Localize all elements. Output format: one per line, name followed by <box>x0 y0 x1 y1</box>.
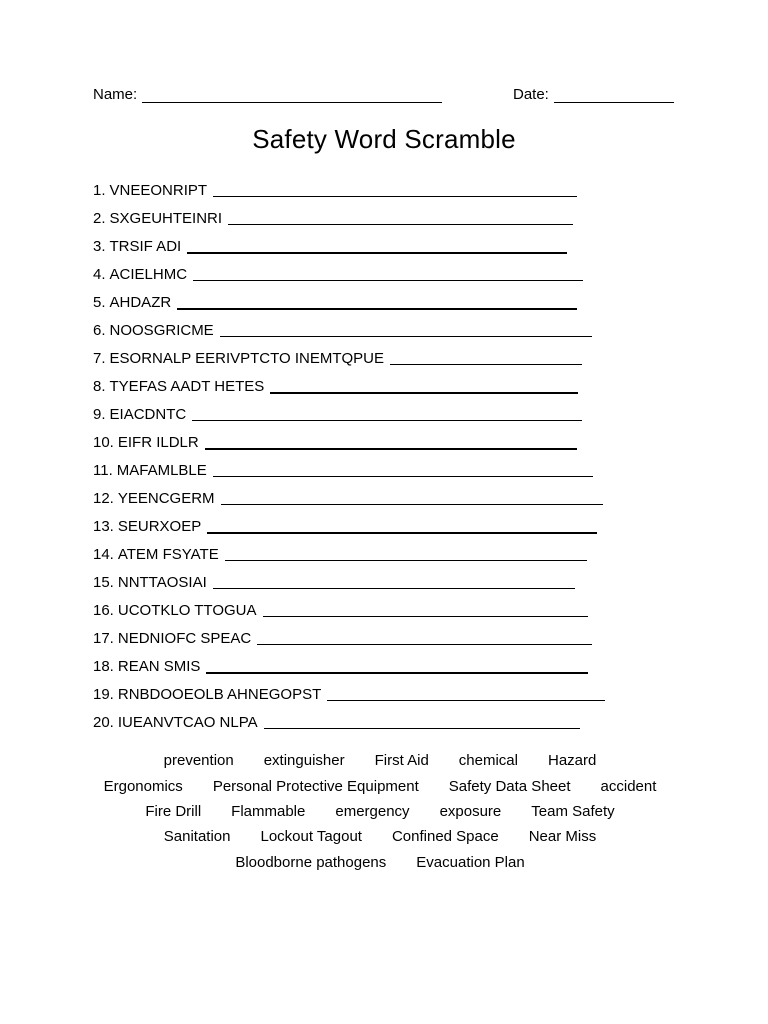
question-number: 6. <box>93 321 106 339</box>
answer-line[interactable] <box>206 657 588 674</box>
answer-line[interactable] <box>213 573 575 589</box>
answer-line[interactable] <box>228 209 573 225</box>
scrambled-word: VNEEONRIPT <box>109 181 208 199</box>
answer-line[interactable] <box>177 293 577 310</box>
question-number: 9. <box>93 405 106 423</box>
scrambled-word: TYEFAS AADT HETES <box>109 377 265 395</box>
question-item <box>93 204 605 232</box>
word-bank-word: exposure <box>439 802 502 820</box>
question-number: 18. <box>93 657 114 675</box>
question-number: 13. <box>93 517 114 535</box>
page-title: Safety Word Scramble <box>252 124 516 154</box>
scrambled-word: RNBDOOEOLB AHNEGOPST <box>117 685 322 703</box>
question-number: 20. <box>93 713 114 731</box>
question-list <box>93 176 605 736</box>
answer-line[interactable] <box>220 321 592 337</box>
question-item <box>93 568 605 596</box>
question-item <box>93 680 605 708</box>
scrambled-word: EIFR ILDLR <box>117 433 199 451</box>
question-item <box>93 484 605 512</box>
word-bank-word: Ergonomics <box>103 777 183 795</box>
answer-line[interactable] <box>390 349 582 365</box>
answer-line[interactable] <box>270 377 578 394</box>
scrambled-word: REAN SMIS <box>117 657 201 675</box>
question-item <box>93 176 605 204</box>
question-item <box>93 512 605 540</box>
answer-line[interactable] <box>187 237 567 254</box>
question-item <box>93 652 605 680</box>
word-bank-row <box>80 824 680 849</box>
answer-line[interactable] <box>263 601 588 617</box>
word-bank-word: Sanitation <box>163 828 231 846</box>
question-item <box>93 624 605 652</box>
question-item <box>93 316 605 344</box>
word-bank-word: emergency <box>335 802 410 820</box>
answer-line[interactable] <box>205 433 577 450</box>
question-item <box>93 344 605 372</box>
word-bank-word: accident <box>600 777 657 795</box>
word-bank-word: extinguisher <box>263 752 345 770</box>
question-number: 7. <box>93 349 106 367</box>
question-item <box>93 260 605 288</box>
word-bank-word: prevention <box>163 752 234 770</box>
word-bank-row <box>80 748 680 773</box>
scrambled-word: EIACDNTC <box>109 405 187 423</box>
name-blank-line[interactable] <box>142 87 442 103</box>
word-bank <box>80 748 680 875</box>
scrambled-word: TRSIF ADI <box>109 237 182 255</box>
question-number: 17. <box>93 629 114 647</box>
answer-line[interactable] <box>264 713 580 729</box>
word-bank-word: Near Miss <box>528 828 597 846</box>
scrambled-word: UCOTKLO TTOGUA <box>117 601 257 619</box>
answer-line[interactable] <box>192 405 582 421</box>
question-number: 11. <box>93 461 113 479</box>
question-item <box>93 232 605 260</box>
answer-line[interactable] <box>213 181 577 197</box>
scrambled-word: SEURXOEP <box>117 517 202 535</box>
name-label: Name: <box>93 86 138 103</box>
scrambled-word: SXGEUHTEINRI <box>109 209 223 227</box>
question-item <box>93 456 605 484</box>
question-item <box>93 708 605 736</box>
question-number: 10. <box>93 433 114 451</box>
scrambled-word: MAFAMLBLE <box>116 461 207 479</box>
answer-line[interactable] <box>225 545 587 561</box>
question-number: 14. <box>93 545 114 563</box>
scrambled-word: ATEM FSYATE <box>117 545 219 563</box>
scrambled-word: ACIELHMC <box>109 265 188 283</box>
answer-line[interactable] <box>193 265 583 281</box>
question-item <box>93 540 605 568</box>
word-bank-row <box>80 773 680 798</box>
word-bank-word: Bloodborne pathogens <box>235 853 387 871</box>
word-bank-row <box>80 799 680 824</box>
word-bank-word: Confined Space <box>391 828 499 846</box>
header-fields <box>93 86 693 108</box>
word-bank-word: Evacuation Plan <box>416 853 525 871</box>
word-bank-word: Fire Drill <box>145 802 202 820</box>
word-bank-word: Flammable <box>231 802 306 820</box>
question-number: 5. <box>93 293 106 311</box>
question-number: 4. <box>93 265 106 283</box>
question-number: 8. <box>93 377 106 395</box>
question-item <box>93 428 605 456</box>
word-bank-word: Safety Data Sheet <box>448 777 571 795</box>
question-item <box>93 596 605 624</box>
word-bank-word: Team Safety <box>531 802 615 820</box>
word-bank-word: Hazard <box>547 752 597 770</box>
answer-line[interactable] <box>213 461 593 477</box>
question-item <box>93 400 605 428</box>
answer-line[interactable] <box>207 517 597 534</box>
word-bank-word: Personal Protective Equipment <box>212 777 419 795</box>
answer-line[interactable] <box>221 489 603 505</box>
scrambled-word: YEENCGERM <box>117 489 215 507</box>
scrambled-word: IUEANVTCAO NLPA <box>117 713 258 731</box>
scrambled-word: NNTTAOSIAI <box>117 573 207 591</box>
date-label: Date: <box>513 86 549 103</box>
question-item <box>93 372 605 400</box>
scrambled-word: AHDAZR <box>109 293 172 311</box>
answer-line[interactable] <box>327 685 605 701</box>
question-item <box>93 288 605 316</box>
word-bank-word: First Aid <box>374 752 429 770</box>
question-number: 19. <box>93 685 114 703</box>
scrambled-word: NOOSGRICME <box>109 321 214 339</box>
date-blank-line[interactable] <box>554 87 674 103</box>
question-number: 12. <box>93 489 114 507</box>
date-field[interactable] <box>513 86 674 103</box>
answer-line[interactable] <box>257 629 592 645</box>
name-field[interactable] <box>93 86 442 103</box>
question-number: 3. <box>93 237 106 255</box>
question-number: 16. <box>93 601 114 619</box>
word-bank-row <box>80 850 680 875</box>
word-bank-word: Lockout Tagout <box>260 828 362 846</box>
question-number: 15. <box>93 573 114 591</box>
scrambled-word: NEDNIOFC SPEAC <box>117 629 252 647</box>
question-number: 1. <box>93 181 106 199</box>
scrambled-word: ESORNALP EERIVPTCTO INEMTQPUE <box>109 349 385 367</box>
word-bank-word: chemical <box>458 752 518 770</box>
question-number: 2. <box>93 209 106 227</box>
